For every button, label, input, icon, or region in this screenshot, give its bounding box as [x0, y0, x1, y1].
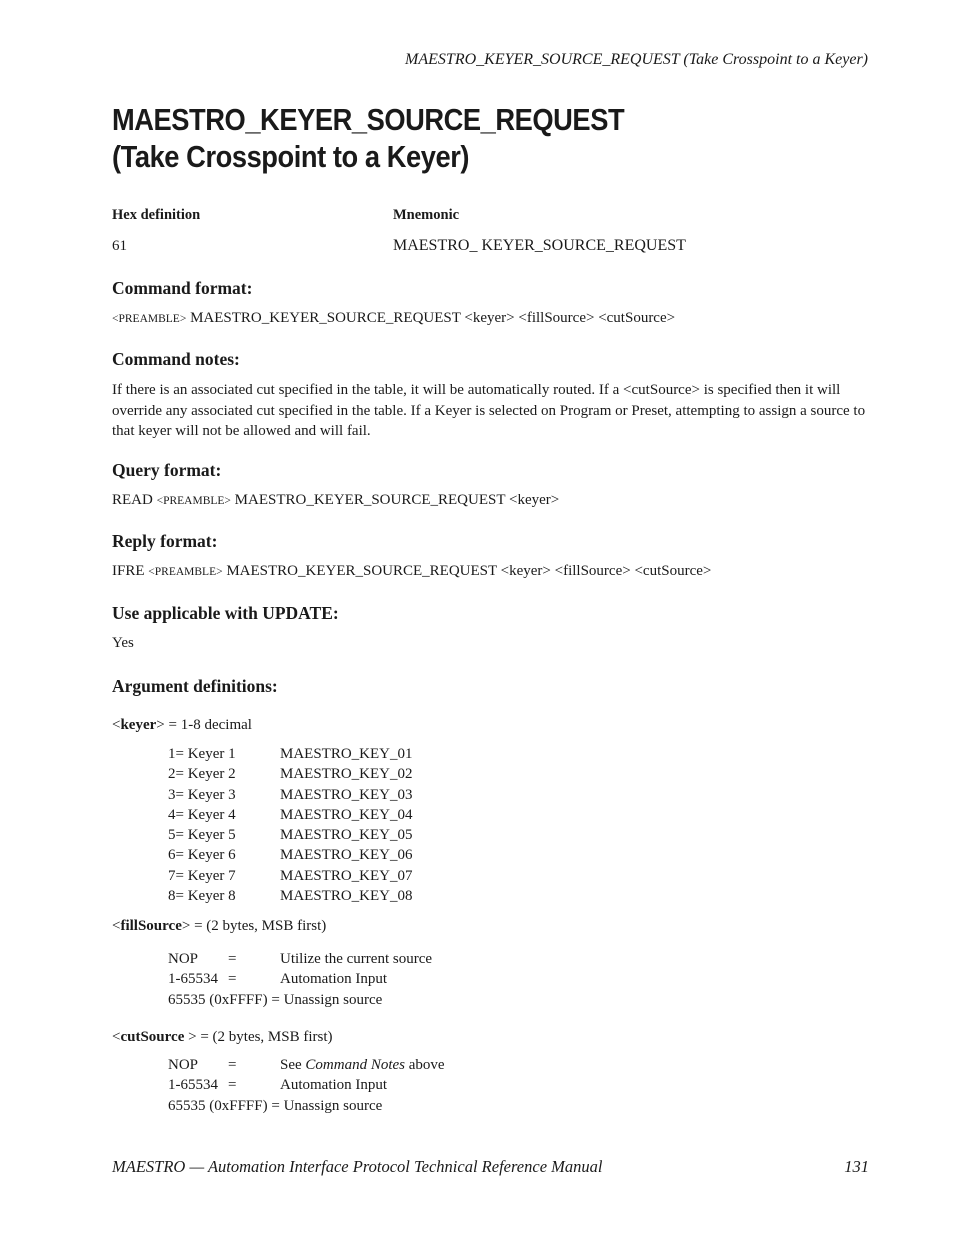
running-header: MAESTRO_KEYER_SOURCE_REQUEST (Take Crosspoint to a Keyer): [405, 51, 868, 68]
keyer-mnemonic: MAESTRO_KEY_01: [280, 746, 413, 762]
query-format-line: [112, 492, 559, 509]
keyer-argument-name: keyer: [120, 717, 157, 733]
above-text: above: [408, 1057, 445, 1073]
keyer-row: [168, 825, 413, 845]
equals-sign: =: [228, 951, 237, 967]
fill-source-argument-name: fillSource: [120, 918, 182, 934]
query-format-heading: Query format:: [112, 460, 222, 480]
command-format-line: [112, 310, 675, 327]
reply-format-heading: Reply format:: [112, 531, 218, 551]
mnemonic-value: MAESTRO_ KEYER_SOURCE_REQUEST: [393, 237, 686, 254]
cut-source-row: [168, 1055, 445, 1075]
keyer-mnemonic: MAESTRO_KEY_03: [280, 786, 413, 803]
hex-value: 61: [112, 238, 127, 254]
fill-source-argument-definition: [112, 918, 326, 935]
command-format-heading: Command format:: [112, 278, 253, 298]
keyer-mnemonic: MAESTRO_KEY_08: [280, 888, 413, 905]
cut-source-argument-size: > = (2 bytes, MSB first): [184, 1029, 333, 1045]
mnemonic-header: Mnemonic: [393, 207, 460, 223]
keyer-number: 8= Keyer 8: [168, 888, 236, 905]
keyer-number: 3= Keyer 3: [168, 786, 236, 803]
cut-source-row: [168, 1075, 445, 1095]
cut-source-row: 65535 (0xFFFF) = Unassign source: [168, 1097, 383, 1114]
reply-format-text: MAESTRO_KEYER_SOURCE_REQUEST <keyer> <fillSource> <cutSource>: [226, 563, 712, 579]
page-title: [112, 101, 624, 175]
keyer-number: 6= Keyer 6: [168, 847, 236, 864]
keyer-row: [168, 845, 413, 865]
keyer-row: [168, 886, 413, 906]
reply-prefix: IFRE: [112, 563, 145, 579]
fill-source-row: 65535 (0xFFFF) = Unassign source: [168, 991, 383, 1008]
keyer-mnemonic: MAESTRO_KEY_02: [280, 766, 413, 783]
cut-source-value: 1-65534: [168, 1077, 218, 1094]
query-format-text: MAESTRO_KEYER_SOURCE_REQUEST <keyer>: [234, 492, 560, 508]
fill-source-value: NOP: [168, 951, 199, 967]
see-text: See: [280, 1057, 302, 1073]
query-prefix: READ: [112, 492, 153, 508]
keyer-mnemonic: MAESTRO_KEY_06: [280, 847, 413, 864]
keyer-row: [168, 805, 413, 825]
preamble-token: <PREAMBLE>: [112, 313, 187, 325]
fill-source-value: 1-65534: [168, 971, 218, 988]
reply-format-line: [112, 563, 711, 580]
hex-definition-header: Hex definition: [112, 207, 201, 223]
fill-source-argument-size: > = (2 bytes, MSB first): [181, 918, 327, 934]
keyer-mnemonic: MAESTRO_KEY_05: [280, 827, 413, 844]
argument-definitions-heading: Argument definitions:: [112, 676, 278, 696]
keyer-table: [168, 744, 413, 906]
keyer-row: [168, 785, 413, 805]
angle-open: <: [112, 1029, 121, 1045]
keyer-number: 2= Keyer 2: [168, 766, 236, 783]
cut-source-argument-definition: [112, 1029, 333, 1046]
keyer-number: 1= Keyer 1: [168, 746, 236, 762]
keyer-argument-range: > = 1-8 decimal: [156, 717, 252, 733]
keyer-argument-definition: [112, 717, 252, 734]
angle-open: <: [112, 918, 121, 934]
fill-source-meaning: Automation Input: [280, 971, 388, 988]
preamble-token: <PREAMBLE>: [156, 495, 231, 507]
keyer-number: 7= Keyer 7: [168, 867, 236, 884]
command-format-text: MAESTRO_KEYER_SOURCE_REQUEST <keyer> <fillSource> <cutSource>: [190, 310, 676, 326]
preamble-token: <PREAMBLE>: [148, 566, 223, 578]
cut-source-table: [168, 1055, 445, 1116]
keyer-number: 5= Keyer 5: [168, 827, 236, 844]
command-notes-reference: Command Notes: [305, 1057, 406, 1073]
fill-source-row: [168, 969, 432, 989]
cut-source-argument-name: cutSource: [120, 1029, 185, 1045]
fill-source-row: [168, 949, 432, 969]
fill-source-table: [168, 949, 432, 1010]
keyer-mnemonic: MAESTRO_KEY_07: [280, 867, 413, 884]
keyer-row: [168, 764, 413, 784]
page-title-line-2: (Take Crosspoint to a Keyer): [112, 139, 470, 174]
footer-manual-title: MAESTRO — Automation Interface Protocol Technical Reference Manual: [112, 1157, 603, 1176]
keyer-number: 4= Keyer 4: [168, 806, 236, 823]
page-title-line-1: MAESTRO_KEYER_SOURCE_REQUEST: [112, 102, 625, 137]
keyer-row: [168, 866, 413, 886]
update-heading: Use applicable with UPDATE:: [112, 603, 339, 623]
update-value: Yes: [112, 635, 134, 651]
command-notes-heading: Command notes:: [112, 349, 240, 369]
keyer-mnemonic: MAESTRO_KEY_04: [280, 806, 413, 823]
keyer-row: [168, 744, 413, 764]
command-notes-text: If there is an associated cut specified in the table, it will be automatically routed. If a <cutSource> is specified then it will override any associated cut specified in the table. If a Keyer is selected on Program or Preset, attempting to assign a source to that keyer will not be allowed and will fail.: [112, 382, 866, 439]
fill-source-meaning: Utilize the current source: [280, 951, 433, 967]
cut-source-value: NOP: [168, 1057, 199, 1073]
equals-sign: =: [228, 971, 237, 988]
cut-source-meaning: Automation Input: [280, 1077, 388, 1094]
page-number: 131: [844, 1157, 869, 1176]
angle-open: <: [112, 717, 121, 733]
equals-sign: =: [228, 1057, 237, 1073]
equals-sign: =: [228, 1077, 237, 1094]
